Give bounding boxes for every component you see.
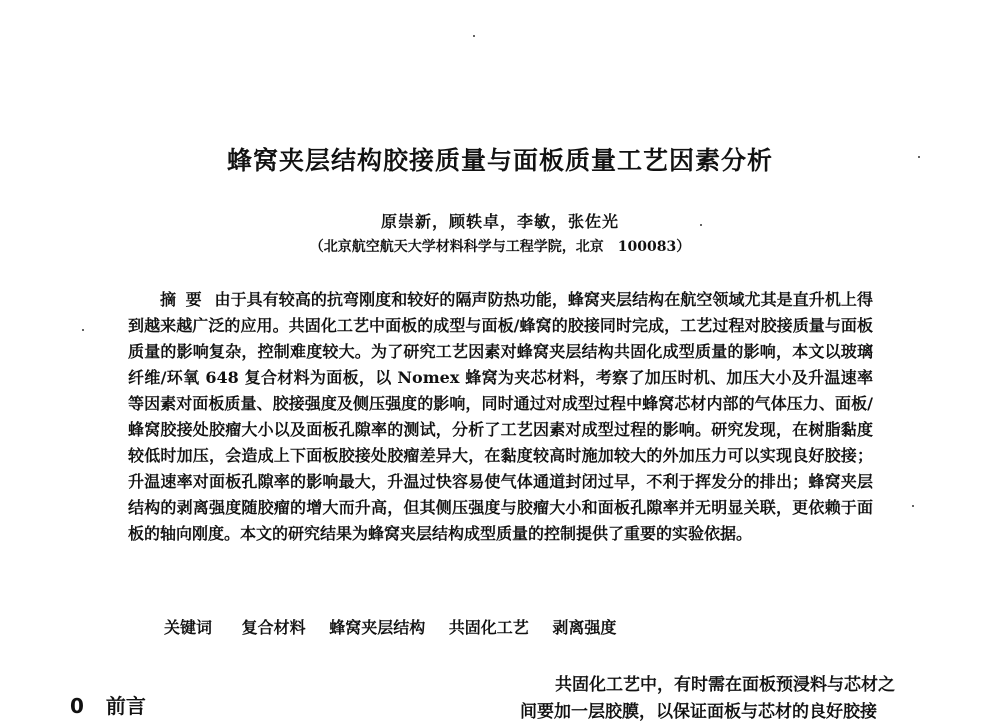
abstract-label: 摘要 [160,290,212,309]
abstract-text: 由于具有较高的抗弯刚度和较好的隔声防热功能，蜂窝夹层结构在航空领域尤其是直升机上得到越来越广泛的应用。共固化工艺中面板的成型与面板/蜂窝的胶接同时完成，工艺过程对胶接质量与面板质量的影响复杂，控制难度较大。为了研究工艺因素对蜂窝夹层结构共固化成型质量的影响，本文以玻璃纤维/环氧 648 复合材料为面板，以 Nomex 蜂窝为夹芯材料，考察了加压时机、加压大小及升温速率等因素对面板质量、胶接强度及侧压强度的影响，同时通过对成型过程中蜂窝芯材内部的气体压力、面板/蜂窝胶接处胶瘤大小以及面板孔隙率的测试，分析了工艺因素对成型过程的影响。研究发现，在树脂黏度较低时加压，会造成上下面板胶接处胶瘤差异大，在黏度较高时施加较大的外加压力可以实现良好胶接；升温速率对面板孔隙率的影响最大，升温过快容易使气体通道封闭过早，不利于挥发分的排出；蜂窝夹层结构的剥离强度随胶瘤的增大而升高，但其侧压强度与胶瘤大小和面板孔隙率并无明显关联，更依赖于面板的轴向刚度。本文的研究结果为蜂窝夹层结构成型质量的控制提供了重要的实验依据。 [128,290,873,543]
scan-speck [82,329,84,331]
keyword-item: 共固化工艺 [448,618,529,637]
abstract-paragraph [128,287,873,547]
paper-title: 蜂窝夹层结构胶接质量与面板质量工艺因素分析 [226,146,773,175]
scan-speck [912,505,914,507]
keyword-item: 复合材料 [241,618,306,637]
body-text-line: 共固化工艺中，有时需在面板预浸料与芯材之 [555,675,895,695]
section-number: 0 [70,694,84,718]
keywords-label: 关键词 [164,618,213,637]
section-title: 前言 [105,694,146,718]
author-affiliation: （北京航空航天大学材料科学与工程学院，北京 100083） [309,239,691,255]
section-heading [70,690,146,719]
keyword-item: 剥离强度 [552,618,617,637]
body-text-line: 间要加一层胶膜，以保证面板与芯材的良好胶接 [520,702,877,722]
author-list: 原崇新，顾轶卓，李敏，张佐光 [380,212,619,231]
keywords-line [164,615,616,638]
scan-speck [473,35,475,37]
keyword-item: 蜂窝夹层结构 [329,618,426,637]
